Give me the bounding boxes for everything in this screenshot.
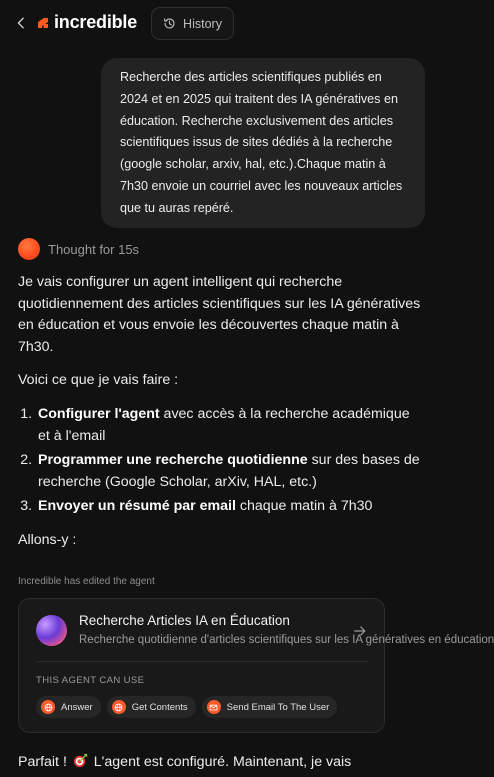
plan-step-title: Programmer une recherche quotidienne: [38, 452, 308, 469]
history-label: History: [183, 16, 222, 31]
assistant-intro: Je vais configurer un agent intelligent qui recherche quotidiennement des articles scientifiques sur les IA génératives en éducation et vous envoie les découvertes chaque matin à 7h30.: [18, 274, 421, 355]
arrow-right-icon: [353, 624, 367, 638]
plan-step: [36, 450, 422, 493]
brand-logo[interactable]: [36, 12, 137, 33]
followup-lead: Parfait !: [18, 754, 67, 770]
dart-target-icon: [73, 753, 88, 768]
tool-chip-label: Get Contents: [131, 701, 188, 713]
plan-step-detail: sur des bases de recherche (Google Scholar, arXiv, HAL, etc.): [38, 452, 420, 490]
top-bar: [0, 0, 437, 48]
tool-chip-send-email[interactable]: [202, 696, 338, 718]
agent-card-header[interactable]: [19, 599, 494, 662]
agent-avatar: [36, 615, 67, 646]
tool-chip-label: Send Email To The User: [226, 701, 330, 713]
assistant-outro: Allons-y :: [18, 531, 77, 548]
tool-chip-get-contents[interactable]: [107, 696, 196, 718]
plan-step-detail: chaque matin à 7h30: [235, 498, 373, 515]
user-message-text: Recherche des articles scientifiques publiés en 2024 et en 2025 qui traitent des IA génératives en éducation. Recherche exclusivement des articles scientifiques issus de sites dédiés à la recherche (google scholar, arxiv, hal, etc.).Chaque matin à 7h30 envoie un courriel avec les nouveaux articles que tu auras repéré.: [120, 70, 403, 215]
history-button[interactable]: [151, 7, 234, 40]
agent-tools-heading: THIS AGENT CAN USE: [36, 675, 145, 686]
agent-subtitle: Recherche quotidienne d'articles scientifiques sur les IA génératives en éducation: [79, 634, 494, 646]
plan-step-title: Envoyer un résumé par email: [38, 498, 236, 515]
globe-icon: [41, 700, 55, 714]
plan-step-detail: avec accès à la recherche académique et à l'email: [38, 405, 410, 444]
agent-card: [18, 598, 494, 733]
thinking-orb-icon: [18, 238, 40, 260]
thought-label: Thought for 15s: [48, 241, 140, 257]
thought-indicator[interactable]: [18, 238, 139, 260]
brand-name: incredible: [54, 12, 138, 32]
history-icon: [163, 17, 176, 30]
user-message-bubble: [101, 58, 425, 228]
assistant-followup: [18, 752, 351, 773]
logo-mark-icon: [36, 16, 50, 30]
tool-chip-answer[interactable]: [36, 696, 101, 718]
plan-step-title: Configurer l'agent: [38, 405, 160, 422]
plan-steps-list: [18, 404, 422, 518]
mail-icon: [207, 700, 221, 714]
agent-edited-notice: Incredible has edited the agent: [18, 576, 155, 587]
globe-icon: [112, 700, 126, 714]
agent-title: Recherche Articles IA en Éducation: [79, 613, 290, 628]
tool-chip-label: Answer: [61, 701, 93, 713]
assistant-plan-intro: Voici ce que je vais faire :: [18, 372, 179, 389]
plan-step: [36, 496, 422, 518]
plan-step: [36, 404, 422, 447]
assistant-message: [18, 272, 422, 564]
followup-text: L'agent est configuré. Maintenant, je vais: [93, 754, 352, 770]
agent-tools-list: [36, 696, 337, 718]
card-divider: [36, 661, 368, 662]
back-chevron-icon[interactable]: [12, 14, 30, 32]
